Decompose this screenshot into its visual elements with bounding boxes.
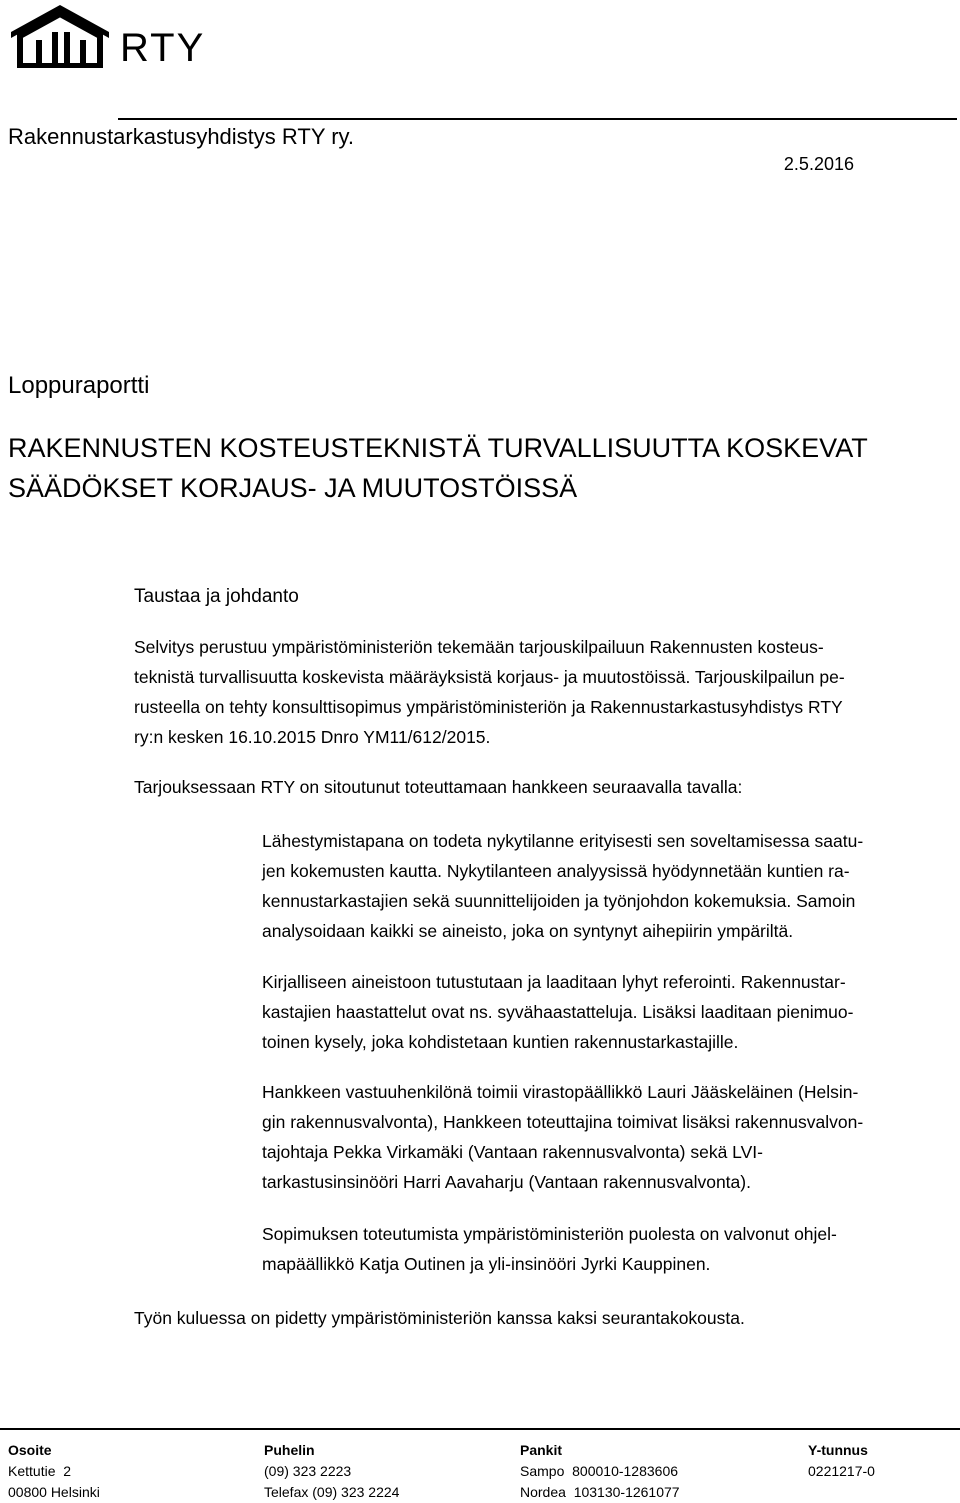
ytunnus-label: Y-tunnus (808, 1442, 868, 1458)
phone-number: (09) 323 2223 (264, 1463, 352, 1479)
report-label: Loppuraportti (8, 372, 150, 399)
paragraph-supervision: Sopimuksen toteutumista ympäristöministeriön puolesta on valvonut ohjel- mapäällikkö Katja Outinen ja yli-insinööri Jyrki Kauppinen. (262, 1224, 837, 1274)
fax-number: Telefax (09) 323 2224 (264, 1484, 400, 1500)
organization-name: Rakennustarkastusyhdistys RTY ry. (8, 124, 355, 149)
footer-address (8, 1440, 100, 1503)
document-title (8, 428, 908, 508)
house-logo-icon (8, 2, 112, 68)
rty-logo (8, 2, 112, 68)
phone-label: Puhelin (264, 1442, 315, 1458)
logo-text: RTY (120, 26, 206, 70)
footer-rule (0, 1428, 960, 1430)
footer-phone (264, 1440, 399, 1503)
address-line-1: Kettutie 2 (8, 1463, 72, 1479)
title-line-1: RAKENNUSTEN KOSTEUSTEKNISTÄ TURVALLISUUTTA KOSKEVAT (8, 433, 868, 463)
paragraph-commitment: Tarjouksessaan RTY on sitoutunut toteuttamaan hankkeen seuraavalla tavalla: (134, 777, 743, 797)
banks-label: Pankit (520, 1442, 563, 1458)
document-date: 2.5.2016 (783, 154, 854, 174)
header-rule (118, 118, 957, 120)
footer-banks (520, 1440, 680, 1503)
address-label: Osoite (8, 1442, 52, 1458)
paragraph-responsible: Hankkeen vastuuhenkilönä toimii virastopäällikkö Lauri Jääskeläinen (Helsin- gin rakennusvalvonta), Hankkeen toteuttajina toimivat lisäksi rakennusvalvon- tajohtaja Pekka Virkamäki (Vantaan rakennusvalvonta) sekä LVI- tarkastusinsinööri Harri Aavaharju (Vantaan rakennusvalvonta). (262, 1082, 864, 1192)
section-heading: Taustaa ja johdanto (134, 586, 299, 607)
bank-account-1: Sampo 800010-1283606 (520, 1463, 679, 1479)
ytunnus-value: 0221217-0 (808, 1463, 875, 1479)
paragraph-literature: Kirjalliseen aineistoon tutustutaan ja laaditaan lyhyt referointi. Rakennustar- kastajien haastattelut ovat ns. syvähaastatteluja. Lisäksi laaditaan pienimuo- toinen kysely, joka kohdistetaan kuntien rakennustarkastajille. (262, 972, 854, 1052)
footer-business-id (808, 1440, 875, 1482)
title-line-2: SÄÄDÖKSET KORJAUS- JA MUUTOSTÖISSÄ (8, 473, 578, 503)
paragraph-meetings: Työn kuluessa on pidetty ympäristöministeriön kanssa kaksi seurantakokousta. (134, 1308, 745, 1328)
footer (0, 1428, 960, 1500)
paragraph-intro: Selvitys perustuu ympäristöministeriön tekemään tarjouskilpailuun Rakennusten kosteus- teknistä turvallisuutta koskevista määräyksistä korjaus- ja muutostöissä. Tarjouskilpailun pe- rusteella on tehty konsulttisopimus ympäristöministeriön ja Rakennustarkastusyhdistys RTY ry:n kesken 16.10.2015 Dnro YM11/612/2015. (134, 637, 845, 747)
address-line-2: 00800 Helsinki (8, 1484, 100, 1500)
bank-account-2: Nordea 103130-1261077 (520, 1484, 680, 1500)
paragraph-approach: Lähestymistapana on todeta nykytilanne erityisesti sen soveltamisessa saatu- jen kokemusten kautta. Nykytilanteen analyysissä hyödynnetään kuntien ra- kennustarkastajien sekä suunnittelijoiden ja työnjohdon kokemuksia. Samoin analysoidaan kaikki se aineisto, joka on syntynyt aihepiirin ympäriltä. (262, 831, 864, 941)
